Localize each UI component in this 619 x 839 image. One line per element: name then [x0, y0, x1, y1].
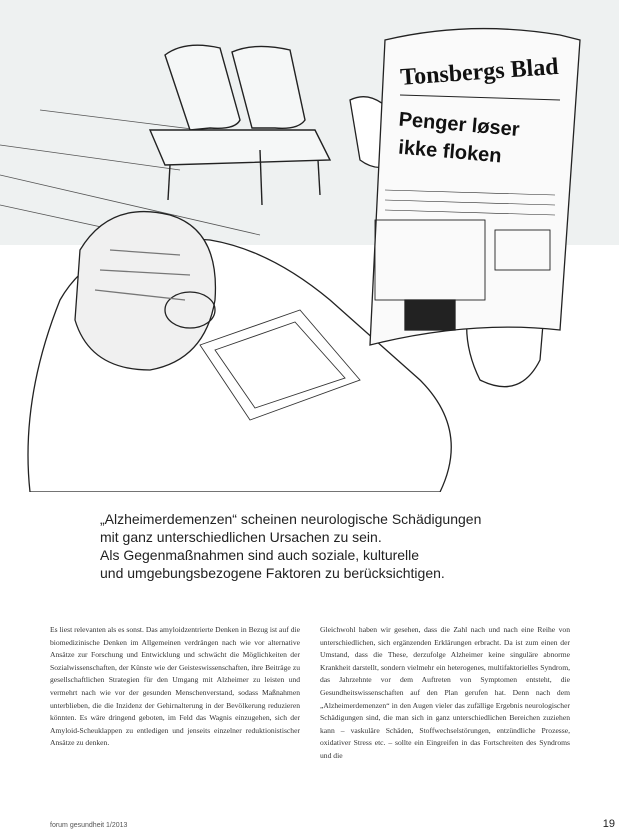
article-column-2: Gleichwohl haben wir gesehen, dass die Zahl nach und nach eine Reihe von unterschiedlichen, sich ergänzenden Erklärungen erbracht. Da ist zum einen der Umstand, dass die These, derzufolge Alzheimer keine singuläre abnorme Krankheit darstellt, sondern vielmehr ein heterogenes, multifaktorielles Syndrom, das Jahrzehnte vor dem Auftreten von Symptomen entsteht, die Gesundheitswissenschaften auf den Plan gerufen hat. Denn nach dem „Alzheimerdemenzen“ in den Augen vieler das zufällige Ergebnis neurologischer Schädigungen sind, die man sich in ganz unterschiedlichen Bereichen zuziehen kann – vaskuläre Schäden, Stoffwechselstörungen, entzündliche Prozesse, oxidativer Stress etc. – sollte ein Eingreifen in das Fortschreiten des Syndroms und die — [320, 625, 570, 760]
publication-footer: forum gesundheit 1/2013 — [50, 822, 128, 829]
article-body — [50, 624, 570, 829]
pullquote-line: „Alzheimerdemenzen“ scheinen neurologische Schädigungen — [100, 511, 482, 527]
pullquote-line: Als Gegenmaßnahmen sind auch soziale, kulturelle — [100, 547, 420, 563]
article-column-1: Es liest relevanten als es sonst. Das amyloidzentrierte Denken in Bezug ist auf die biomedizinische Denken im Allgemeinen verdrängen nach wie vor alternative Ansätze zur Forschung und Entwicklung und schwächt die Möglichkeiten der Sozialwissenschaften, der Künste wie der Geisteswissenschaften, ihre Beiträge zu gesellschaftlichen Strategien für den Umgang mit Alzheimer zu leisten und vermehrt nach wie vor der gesunden Menschenverstand, sodass Maßnahmen unterblieben, die die Inzidenz der Gehirnalterung in der Bevölkerung reduzieren könnten. Es wäre dringend geboten, im Feld das Wagnis einzugehen, sich der Amyloid-Scheuklappen zu entledigen und jenseits einzelner reduktionistischer Ansätze zu denken. — [50, 625, 300, 748]
page-number: 19 — [602, 818, 615, 830]
newspaper-headline-1: Penger løser — [397, 108, 521, 142]
pullquote-line: und umgebungsbezogene Faktoren zu berücksichtigen. — [100, 565, 445, 581]
pullquote-line: mit ganz unterschiedlichen Ursachen zu sein. — [100, 529, 382, 545]
newspaper-headline-2: ikke floken — [397, 136, 503, 168]
pullquote — [100, 510, 600, 582]
newspaper-masthead: Tonsbergs Blad — [399, 53, 560, 91]
